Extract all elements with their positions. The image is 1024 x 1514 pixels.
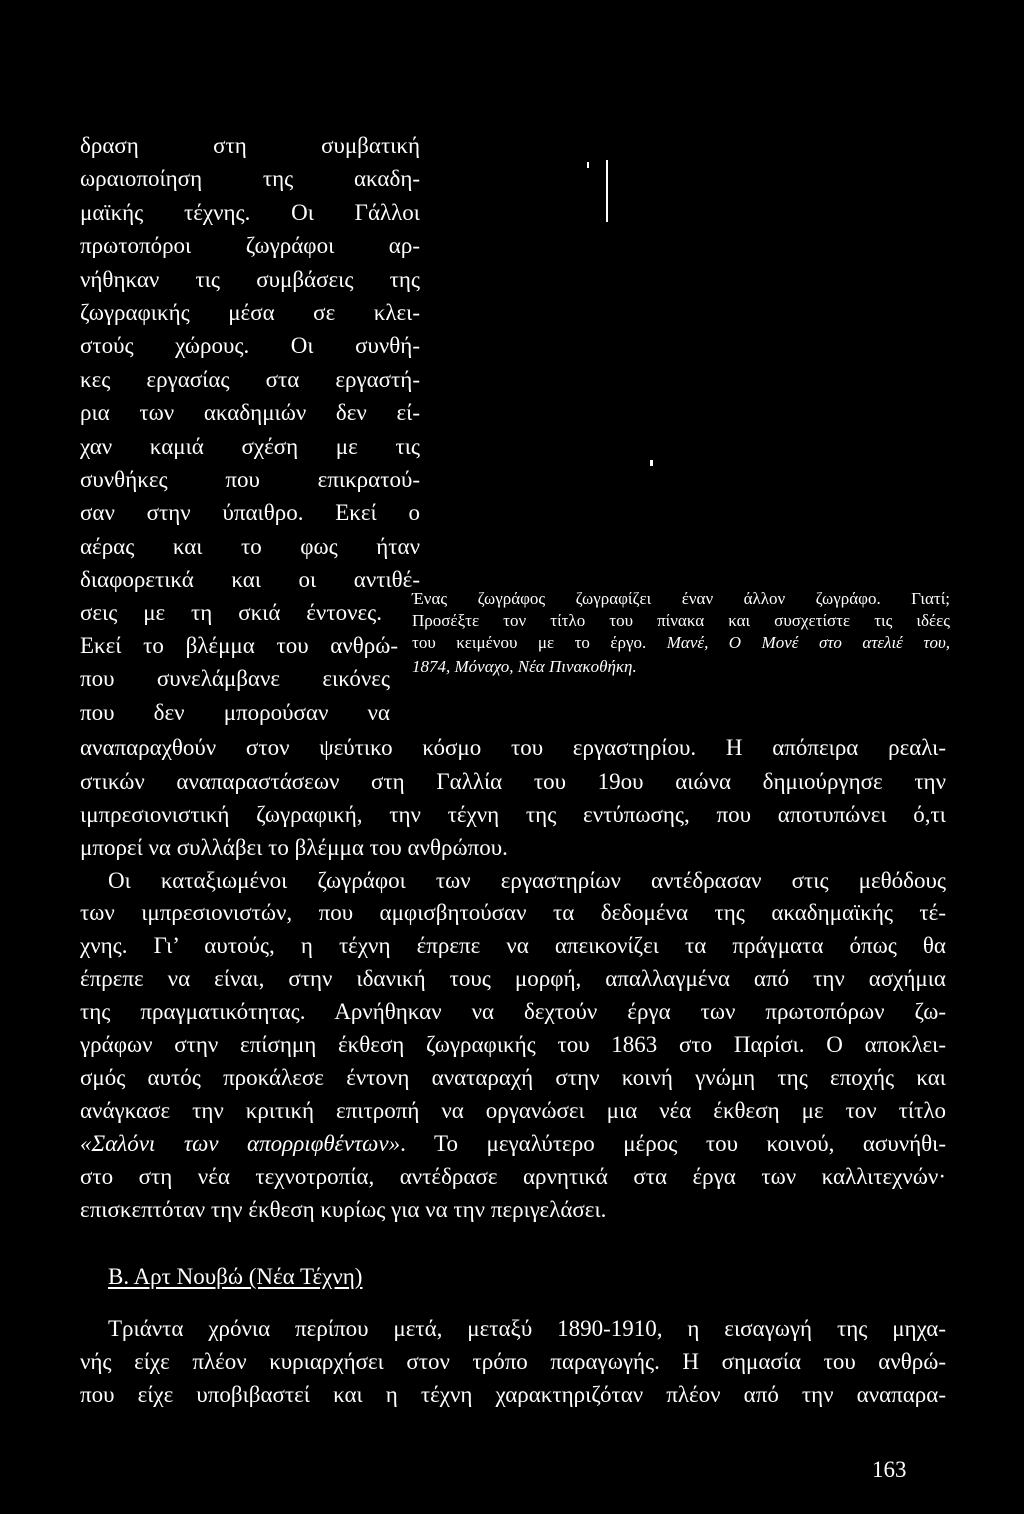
caption-text: του κειμένου με το έργο. [412, 633, 667, 652]
scan-mark [606, 160, 608, 222]
body-line: χνης. Γι’ αυτούς, η τέχνη έπρεπε να απεικονίζει τα πράγματα όπως θα [80, 933, 946, 958]
caption-line [412, 632, 950, 654]
body-line: Τριάντα χρόνια περίπου μετά, μεταξύ 1890-1910, η εισαγωγή της μηχα- [108, 1316, 946, 1341]
column-line: μαϊκής τέχνης. Οι Γάλλοι [80, 200, 420, 225]
column-line: σεις με τη σκιά έντονες. [80, 600, 382, 625]
body-line: επισκεπτόταν την έκθεση κυρίως για να την περιγελάσει. [80, 1197, 607, 1222]
body-line: Οι καταξιωμένοι ζωγράφοι των εργαστηρίων αντέδρασαν στις μεθόδους [108, 868, 946, 893]
column-line: κες εργασίας στα εργαστή- [80, 367, 420, 392]
scan-mark [650, 460, 653, 466]
column-line: που συνελάμβανε εικόνες [80, 666, 390, 691]
body-line: μπορεί να συλλάβει το βλέμμα του ανθρώπου. [80, 835, 508, 860]
body-line: γράφων στην επίσημη έκθεση ζωγραφικής του 1863 στο Παρίσι. Ο αποκλει- [80, 1032, 946, 1057]
page-number: 163 [872, 1457, 907, 1482]
scan-mark [587, 162, 589, 168]
column-line: στούς χώρους. Οι συνθή- [80, 333, 420, 358]
column-line: συνθήκες που επικρατού- [80, 467, 420, 492]
body-line: των ιμπρεσιονιστών, που αμφισβητούσαν τα δεδομένα της ακαδημαϊκής τέ- [80, 900, 946, 925]
body-line: σμός αυτός προκάλεσε έντονη αναταραχή στην κοινή γνώμη της εποχής και [80, 1065, 946, 1090]
column-line: αέρας και το φως ήταν [80, 534, 420, 559]
column-line: ρια των ακαδημιών δεν εί- [80, 400, 420, 425]
caption-credit: 1874, Μόναχο, Νέα Πινακοθήκη. [412, 657, 637, 676]
body-line: αναπαραχθούν στον ψεύτικο κόσμο του εργαστηρίου. Η απόπειρα ρεαλι- [80, 735, 946, 760]
body-line [80, 1128, 946, 1160]
column-line: διαφορετικά και οι αντιθέ- [80, 567, 420, 592]
body-line: ανάγκασε την κριτική επιτροπή να οργανώσει μια νέα έκθεση με τον τίτλο [80, 1098, 946, 1123]
column-line: νήθηκαν τις συμβάσεις της [80, 267, 420, 292]
caption-credit: Μανέ, Ο Μονέ στο ατελιέ του, [666, 633, 950, 652]
column-line: που δεν μπορούσαν να [80, 700, 390, 725]
column-line: δραση στη συμβατική [80, 133, 420, 158]
caption-line: Προσέξτε τον τίτλο του πίνακα και συσχετίστε τις ιδέες [412, 611, 950, 630]
body-line: νής είχε πλέον κυριαρχήσει στον τρόπο παραγωγής. Η σημασία του ανθρώ- [80, 1349, 946, 1374]
body-line: ιμπρεσιονιστική ζωγραφική, την τέχνη της εντύπωσης, που αποτυπώνει ό,τι [80, 802, 946, 827]
body-line: της πραγματικότητας. Αρνήθηκαν να δεχτούν έργα των πρωτοπόρων ζω- [80, 999, 946, 1024]
body-text: . Το μεγαλύτερο μέρος του κοινού, ασυνήθι- [400, 1131, 946, 1156]
body-line: στο στη νέα τεχνοτροπία, αντέδρασε αρνητικά στα έργα των καλλιτεχνών· [80, 1164, 946, 1189]
body-line: στικών αναπαραστάσεων στη Γαλλία του 19ου αιώνα δημιούργησε την [80, 769, 946, 794]
body-line: που είχε υποβιβαστεί και η τέχνη χαρακτηριζόταν πλέον από την αναπαρα- [80, 1382, 946, 1407]
column-line: σαν στην ύπαιθρο. Εκεί ο [80, 500, 420, 525]
body-line: έπρεπε να είναι, στην ιδανική τους μορφή, απαλλαγμένα από την ασχήμια [80, 966, 946, 991]
exhibition-title: «Σαλόνι των απορριφθέντων» [80, 1131, 401, 1156]
column-line: Εκεί το βλέμμα του ανθρώ- [80, 633, 398, 658]
column-line: χαν καμιά σχέση με τις [80, 434, 420, 459]
column-line: ζωγραφικής μέσα σε κλει- [80, 300, 420, 325]
column-line: πρωτοπόροι ζωγράφοι αρ- [80, 233, 420, 258]
section-heading: Β. Αρτ Νουβώ (Νέα Τέχνη) [108, 1264, 363, 1289]
caption-line: Ένας ζωγράφος ζωγραφίζει έναν άλλον ζωγράφο. Γιατί; [412, 589, 950, 608]
column-line: ωραιοποίηση της ακαδη- [80, 166, 420, 191]
